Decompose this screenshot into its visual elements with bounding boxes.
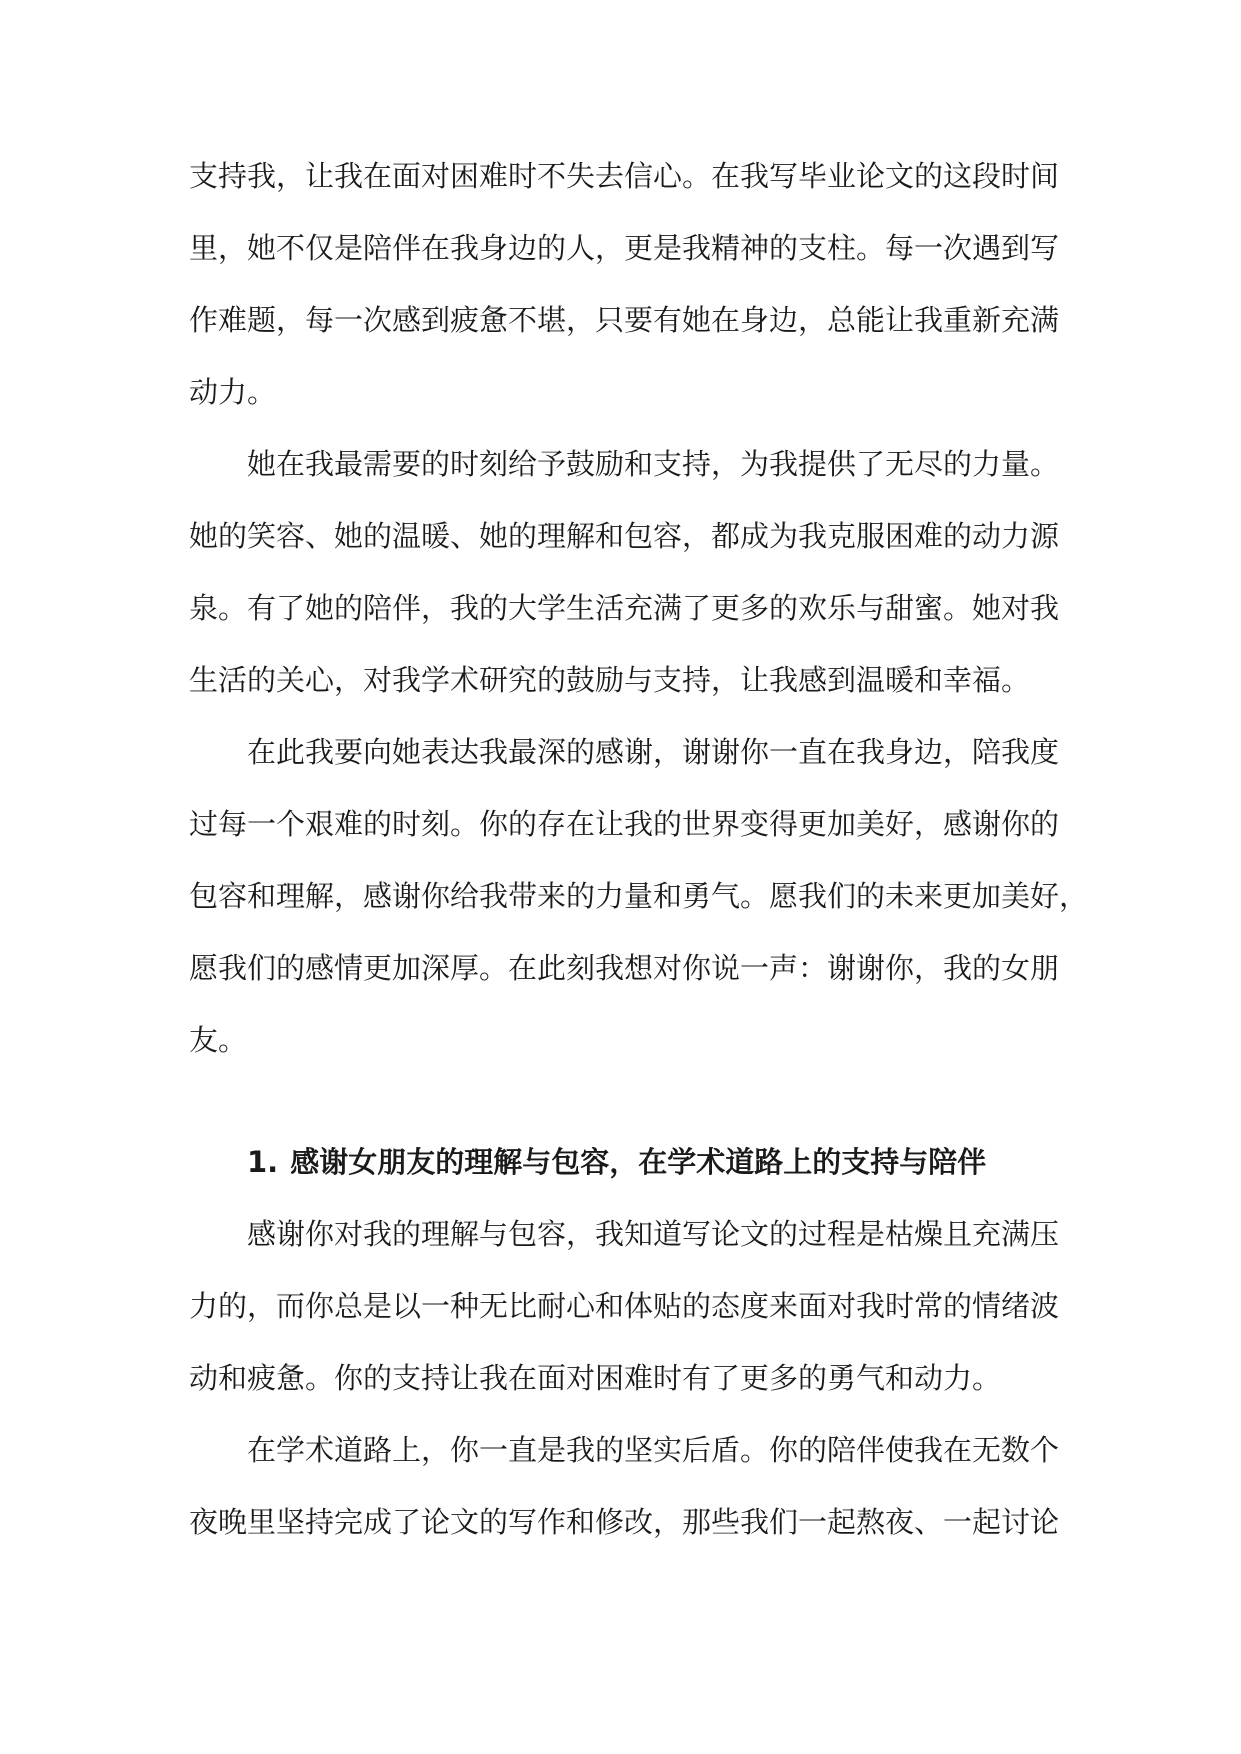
text-line: 泉。有了她的陪伴，我的大学生活充满了更多的欢乐与甜蜜。她对我 xyxy=(189,591,1060,625)
paragraphs-before-heading xyxy=(189,140,1089,1076)
paragraph xyxy=(189,1414,1065,1558)
text-line: 夜晚里坚持完成了论文的写作和修改，那些我们一起熬夜、一起讨论 xyxy=(189,1505,1060,1539)
text-line: 里，她不仅是陪伴在我身边的人，更是我精神的支柱。每一次遇到写 xyxy=(189,231,1060,265)
text-line: 她在我最需要的时刻给予鼓励和支持，为我提供了无尽的力量。 xyxy=(247,447,1060,481)
text-line: 在学术道路上，你一直是我的坚实后盾。你的陪伴使我在无数个 xyxy=(247,1433,1060,1467)
text-line: 生活的关心，对我学术研究的鼓励与支持，让我感到温暖和幸福。 xyxy=(189,663,1031,697)
text-line: 过每一个艰难的时刻。你的存在让我的世界变得更加美好，感谢你的 xyxy=(189,807,1060,841)
paragraph xyxy=(189,716,1089,1076)
text-line: 她的笑容、她的温暖、她的理解和包容，都成为我克服困难的动力源 xyxy=(189,519,1060,553)
text-line: 愿我们的感情更加深厚。在此刻我想对你说一声：谢谢你，我的女朋 xyxy=(189,951,1060,985)
text-line: 支持我，让我在面对困难时不失去信心。在我写毕业论文的这段时间 xyxy=(189,159,1060,193)
text-line: 友。 xyxy=(189,1023,248,1057)
section-heading xyxy=(189,1126,1065,1198)
text-line: 力的，而你总是以一种无比耐心和体贴的态度来面对我时常的情绪波 xyxy=(189,1289,1060,1323)
paragraph xyxy=(189,428,1065,716)
text-line: 动力。 xyxy=(189,375,277,409)
text-line: 感谢你对我的理解与包容，我知道写论文的过程是枯燥且充满压 xyxy=(247,1217,1060,1251)
text-line: 动和疲惫。你的支持让我在面对困难时有了更多的勇气和动力。 xyxy=(189,1361,1002,1395)
text-line: 包容和理解，感谢你给我带来的力量和勇气。愿我们的未来更加美好， xyxy=(189,879,1089,913)
text-line: 作难题，每一次感到疲惫不堪，只要有她在身边，总能让我重新充满 xyxy=(189,303,1060,337)
paragraph xyxy=(189,1198,1065,1414)
paragraph xyxy=(189,140,1065,428)
paragraphs-after-heading xyxy=(189,1198,1065,1558)
text-line: 在此我要向她表达我最深的感谢，谢谢你一直在我身边，陪我度 xyxy=(247,735,1060,769)
section-title: 感谢女朋友的理解与包容，在学术道路上的支持与陪伴 xyxy=(290,1145,987,1179)
document-body xyxy=(189,140,1089,1558)
section-number: 1. xyxy=(247,1145,279,1179)
